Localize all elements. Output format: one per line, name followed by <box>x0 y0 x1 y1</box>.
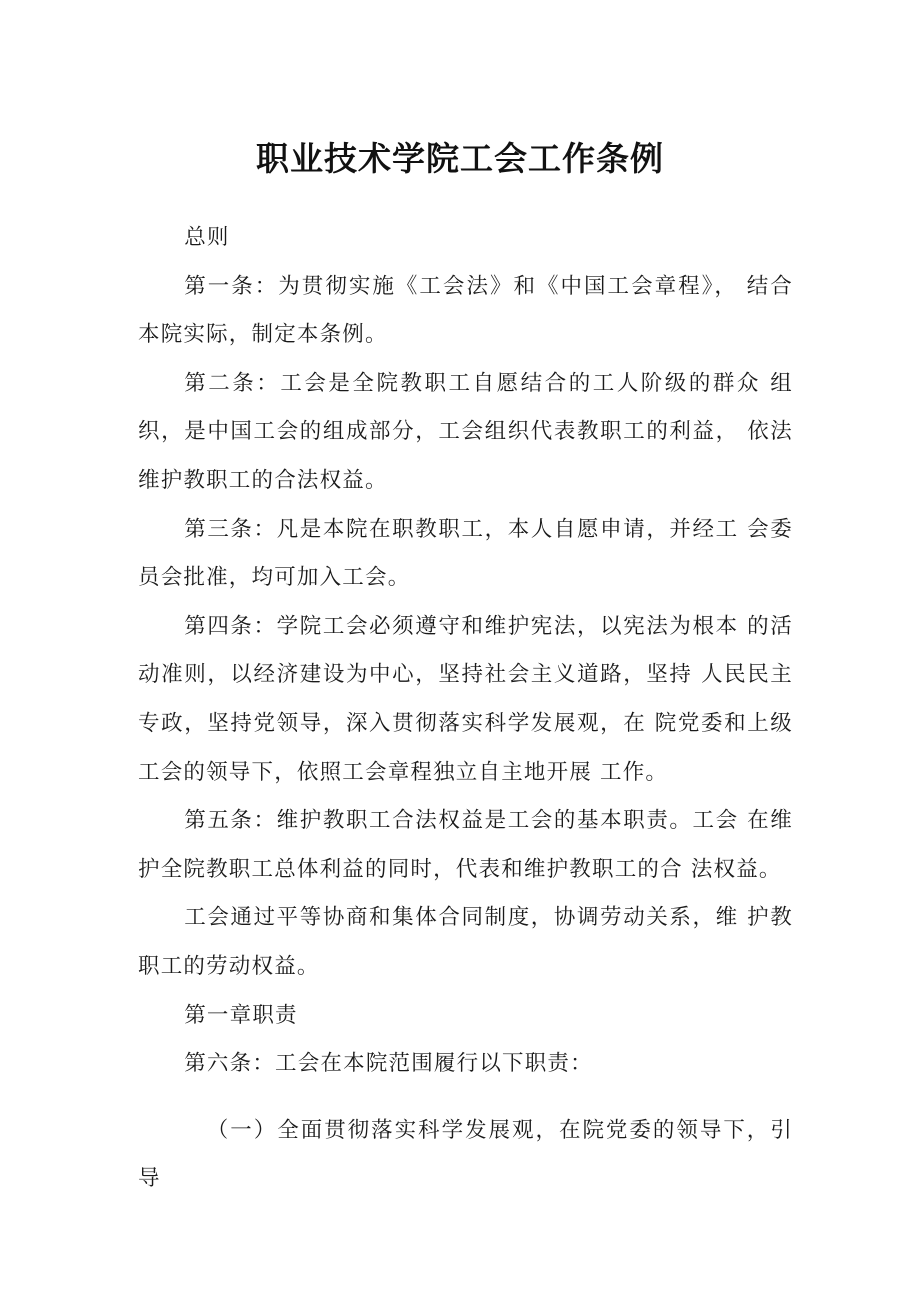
article-5: 第五条：维护教职工合法权益是工会的基本职责。工会 在维护全院教职工总体利益的同时，代表和维护教职工的合 法权益。 <box>138 808 793 882</box>
article-5-continued: 工会通过平等协商和集体合同制度，协调劳动关系，维 护教职工的劳动权益。 <box>138 905 793 979</box>
section-heading-general: 总则 <box>184 225 230 250</box>
document-title: 职业技术学院工会工作条例 <box>256 139 664 178</box>
article-1: 第一条：为贯彻实施《工会法》和《中国工会章程》， 结合本院实际，制定本条例。 <box>138 273 793 348</box>
chapter-1-heading: 第一章职责 <box>184 1002 298 1028</box>
document-body <box>138 214 793 1204</box>
article-4: 第四条：学院工会必须遵守和维护宪法，以宪法为根本 的活动准则，以经济建设为中心，坚持社会主义道路，坚持 人民民主专政，坚持党领导，深入贯彻落实科学发展观，在 院党委和上级工会的领导下，依照工会章程独立自主地开展 工作。 <box>138 613 793 785</box>
article-3: 第三条：凡是本院在职教职工，本人自愿申请，并经工 会委员会批准，均可加入工会。 <box>138 516 793 591</box>
article-2: 第二条：工会是全院教职工自愿结合的工人阶级的群众 组织，是中国工会的组成部分，工会组织代表教职工的利益， 依法维护教职工的合法权益。 <box>138 370 793 493</box>
article-6: 第六条：工会在本院范围履行以下职责： <box>184 1051 593 1077</box>
article-6-item-1: （一）全面贯彻落实科学发展观，在院党委的领导下，引导 <box>138 1117 793 1192</box>
